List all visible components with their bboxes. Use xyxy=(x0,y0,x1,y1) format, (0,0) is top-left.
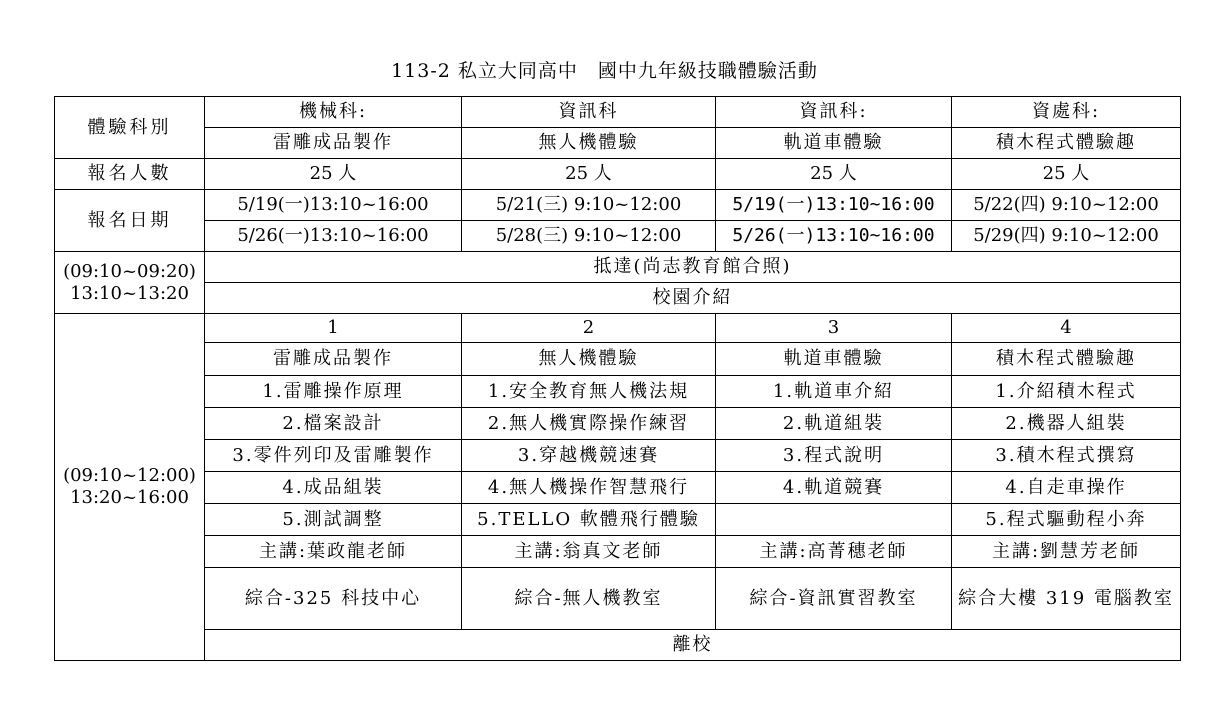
room-4: 綜合大樓 319 電腦教室 xyxy=(952,568,1181,630)
schedule-table xyxy=(54,96,1181,661)
session-course-1: 雷雕成品製作 xyxy=(205,343,462,376)
dept-4: 資處科: xyxy=(952,97,1181,128)
date-3a: 5/19(一)13:10~16:00 xyxy=(716,190,952,221)
course-4: 積木程式體驗趣 xyxy=(952,128,1181,159)
item-2-4: 4.無人機操作智慧飛行 xyxy=(462,472,716,504)
group-number-1: 1 xyxy=(205,314,462,343)
course-3: 軌道車體驗 xyxy=(716,128,952,159)
session-time-cell xyxy=(55,314,205,661)
item-1-3: 3.零件列印及雷雕製作 xyxy=(205,440,462,472)
count-label: 報名人數 xyxy=(55,159,205,190)
item-4-5: 5.程式驅動程小奔 xyxy=(952,504,1181,536)
group-number-2: 2 xyxy=(462,314,716,343)
item-4-2: 2.機器人組裝 xyxy=(952,408,1181,440)
count-4: 25 人 xyxy=(952,159,1181,190)
campus-intro: 校園介紹 xyxy=(205,283,1181,314)
arrival-time-2: 13:10~13:20 xyxy=(70,282,189,304)
arrival-time-cell xyxy=(55,252,205,314)
item-3-4: 4.軌道競賽 xyxy=(716,472,952,504)
leave-school: 離校 xyxy=(205,630,1181,661)
group-number-3: 3 xyxy=(716,314,952,343)
session-time-2: 13:20~16:00 xyxy=(70,487,189,508)
item-4-4: 4.自走車操作 xyxy=(952,472,1181,504)
date-1a: 5/19(一)13:10~16:00 xyxy=(205,190,462,221)
item-2-2: 2.無人機實際操作練習 xyxy=(462,408,716,440)
course-2: 無人機體驗 xyxy=(462,128,716,159)
subject-label: 體驗科別 xyxy=(55,97,205,159)
dept-3: 資訊科: xyxy=(716,97,952,128)
item-1-5: 5.測試調整 xyxy=(205,504,462,536)
date-2b: 5/28(三) 9:10~12:00 xyxy=(462,221,716,252)
teacher-4: 主講:劉慧芳老師 xyxy=(952,536,1181,568)
room-2: 綜合-無人機教室 xyxy=(462,568,716,630)
item-2-3: 3.穿越機競速賽 xyxy=(462,440,716,472)
item-3-1: 1.軌道車介紹 xyxy=(716,376,952,408)
item-4-1: 1.介紹積木程式 xyxy=(952,376,1181,408)
item-2-5: 5.TELLO 軟體飛行體驗 xyxy=(462,504,716,536)
arrival-text: 抵達(尚志教育館合照) xyxy=(205,252,1181,283)
item-3-5 xyxy=(716,504,952,536)
room-3: 綜合-資訊實習教室 xyxy=(716,568,952,630)
date-3b: 5/26(一)13:10~16:00 xyxy=(716,221,952,252)
session-course-3: 軌道車體驗 xyxy=(716,343,952,376)
count-3: 25 人 xyxy=(716,159,952,190)
room-1: 綜合-325 科技中心 xyxy=(205,568,462,630)
session-time-1: (09:10~12:00) xyxy=(63,465,196,486)
date-2a: 5/21(三) 9:10~12:00 xyxy=(462,190,716,221)
session-course-4: 積木程式體驗趣 xyxy=(952,343,1181,376)
item-4-3: 3.積木程式撰寫 xyxy=(952,440,1181,472)
course-1: 雷雕成品製作 xyxy=(205,128,462,159)
dept-1: 機械科: xyxy=(205,97,462,128)
arrival-time-1: (09:10~09:20) xyxy=(63,260,196,282)
item-3-2: 2.軌道組裝 xyxy=(716,408,952,440)
teacher-2: 主講:翁真文老師 xyxy=(462,536,716,568)
item-2-1: 1.安全教育無人機法規 xyxy=(462,376,716,408)
date-1b: 5/26(一)13:10~16:00 xyxy=(205,221,462,252)
dept-2: 資訊科 xyxy=(462,97,716,128)
date-4a: 5/22(四) 9:10~12:00 xyxy=(952,190,1181,221)
date-label: 報名日期 xyxy=(55,190,205,252)
teacher-3: 主講:高菁穗老師 xyxy=(716,536,952,568)
item-1-4: 4.成品組裝 xyxy=(205,472,462,504)
item-3-3: 3.程式說明 xyxy=(716,440,952,472)
item-1-1: 1.雷雕操作原理 xyxy=(205,376,462,408)
count-1: 25 人 xyxy=(205,159,462,190)
date-4b: 5/29(四) 9:10~12:00 xyxy=(952,221,1181,252)
page-title: 113-2 私立大同高中 國中九年級技職體驗活動 xyxy=(391,60,818,82)
group-number-4: 4 xyxy=(952,314,1181,343)
session-course-2: 無人機體驗 xyxy=(462,343,716,376)
item-1-2: 2.檔案設計 xyxy=(205,408,462,440)
count-2: 25 人 xyxy=(462,159,716,190)
teacher-1: 主講:葉政龍老師 xyxy=(205,536,462,568)
